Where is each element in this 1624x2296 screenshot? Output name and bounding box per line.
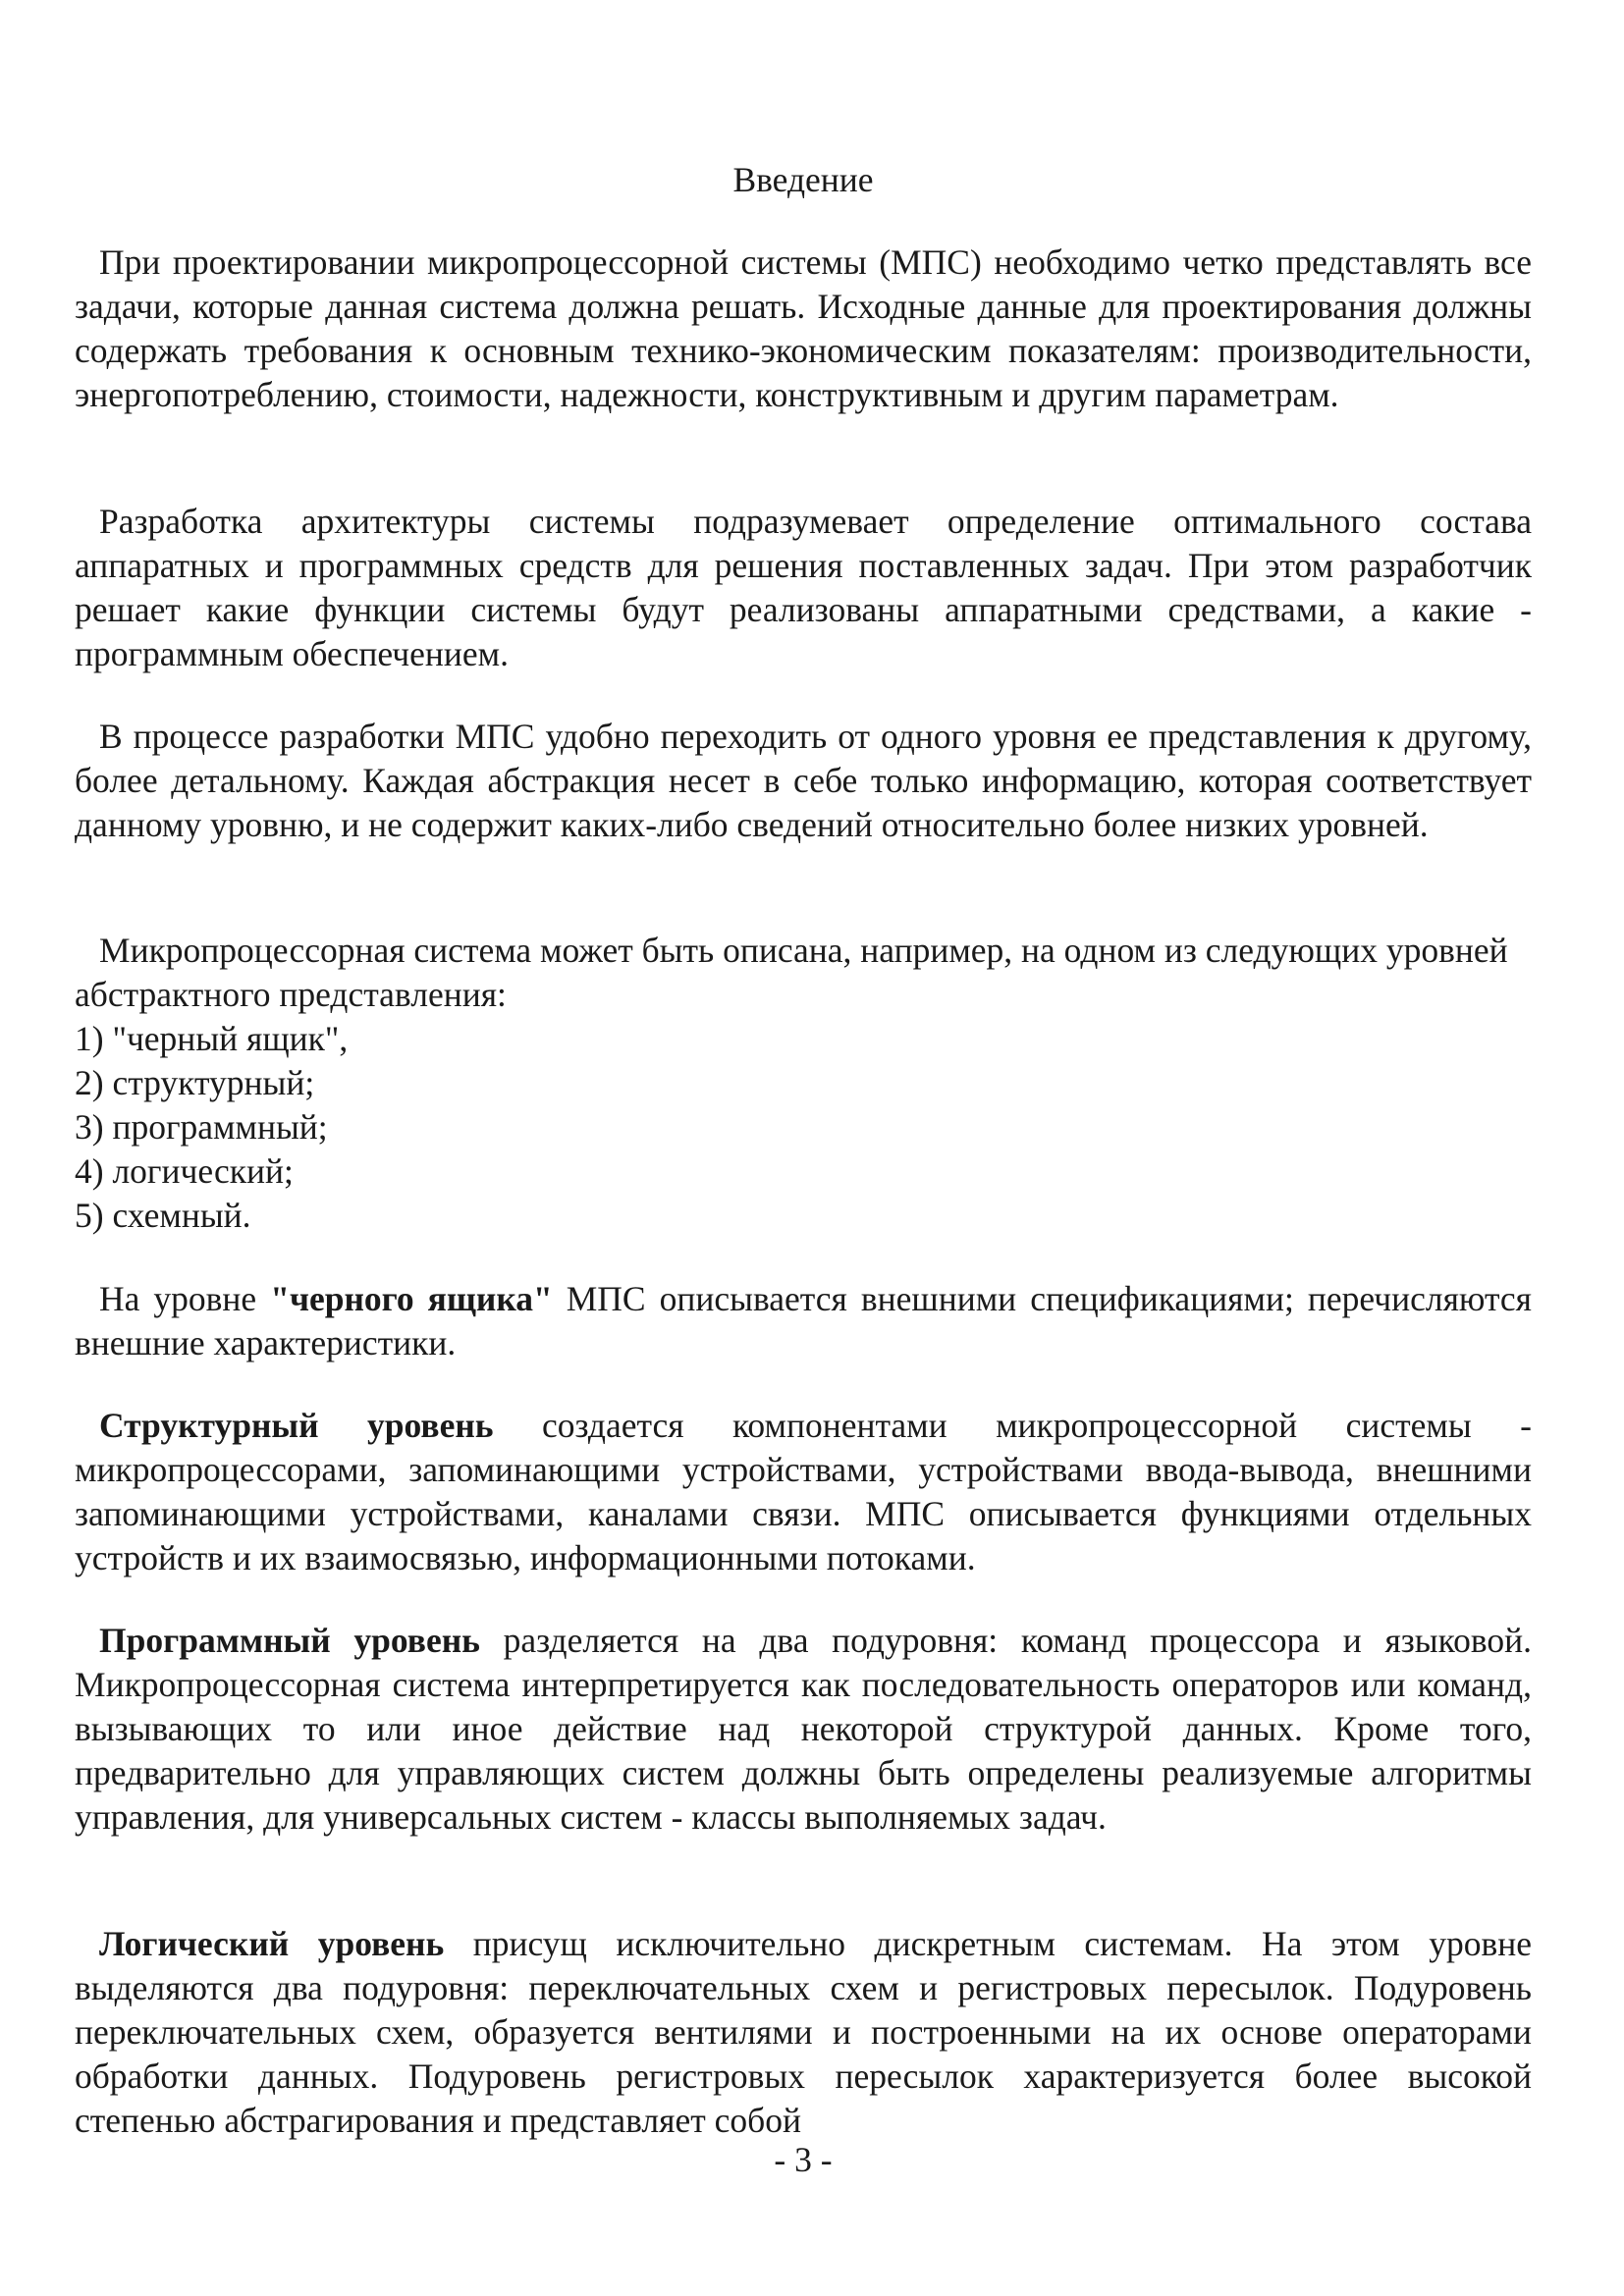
- page-title: Введение: [732, 160, 874, 199]
- paragraph-abstraction: В процессе разработки МПС удобно переходить от одного уровня ее представления к другому, более детальному. Каждая абстракция несет в себе только информацию, которая соответствует данному уровню, и не содержит каких-либо сведений относительно более низких уровней.: [75, 717, 1532, 844]
- paragraph-logical-level: [75, 1922, 1532, 2143]
- list-item: 2) структурный;: [75, 1063, 315, 1102]
- list-item: 3) программный;: [75, 1107, 328, 1147]
- logical-level-term: Логический уровень: [99, 1924, 445, 1963]
- document-page: [75, 0, 1532, 2296]
- program-level-text: разделяется на два подуровня: команд процессора и языковой. Микропроцессорная система интерпретируется как последовательность операторов или команд, вызывающих то или иное действие над некоторой структурой данных. Кроме того, предварительно для управляющих систем должны быть определены реализуемые алгоритмы управления, для универсальных систем - классы выполняемых задач.: [75, 1621, 1533, 1837]
- black-box-text: МПС описывается внешними спецификациями; перечисляются внешние характеристики.: [75, 1279, 1532, 1362]
- structural-level-text: создается компонентами микропроцессорной системы - микропроцессорами, запоминающими устройствами, устройствами ввода-вывода, внешними запоминающими устройствами, каналами связи. МПС описывается функциями отдельных устройств и их взаимосвязью, информационными потоками.: [75, 1406, 1532, 1577]
- structural-level-term: Структурный уровень: [99, 1406, 494, 1445]
- paragraph-black-box: [75, 1277, 1532, 1365]
- list-item: 1) "черный ящик",: [75, 1019, 349, 1058]
- paragraph-intro: При проектировании микропроцессорной системы (МПС) необходимо четко представлять все задачи, которые данная система должна решать. Исходные данные для проектирования должны содержать требования к основным технико-экономическим показателям: производительности, энергопотреблению, стоимости, надежности, конструктивным и другим параметрам.: [75, 242, 1532, 414]
- page-number: - 3 -: [774, 2140, 833, 2179]
- program-level-term: Программный уровень: [99, 1621, 480, 1660]
- paragraph-program-level: [75, 1619, 1532, 1840]
- paragraph-architecture: Разработка архитектуры системы подразумевает определение оптимального состава аппаратных и программных средств для решения поставленных задач. При этом разработчик решает какие функции системы будут реализованы аппаратными средствами, а какие - программным обеспечением.: [75, 502, 1532, 673]
- logical-level-text: присущ исключительно дискретным системам. На этом уровне выделяются два подуровня: переключательных схем и регистровых пересылок. Подуровень переключательных схем, образуется вентилями и построенными на их основе операторами обработки данных. Подуровень регистровых пересылок характеризуется более высокой степенью абстрагирования и представляет собой: [75, 1924, 1532, 2140]
- list-item: 4) логический;: [75, 1151, 294, 1191]
- black-box-prefix: На уровне: [99, 1279, 257, 1318]
- paragraph-structural-level: [75, 1404, 1532, 1580]
- list-item: 5) схемный.: [75, 1196, 251, 1235]
- levels-section: [75, 929, 1532, 1238]
- black-box-term: "черного ящика": [270, 1279, 553, 1318]
- paragraph-levels-intro: Микропроцессорная система может быть описана, например, на одном из следующих уровней абстрактного представления:: [75, 931, 1508, 1014]
